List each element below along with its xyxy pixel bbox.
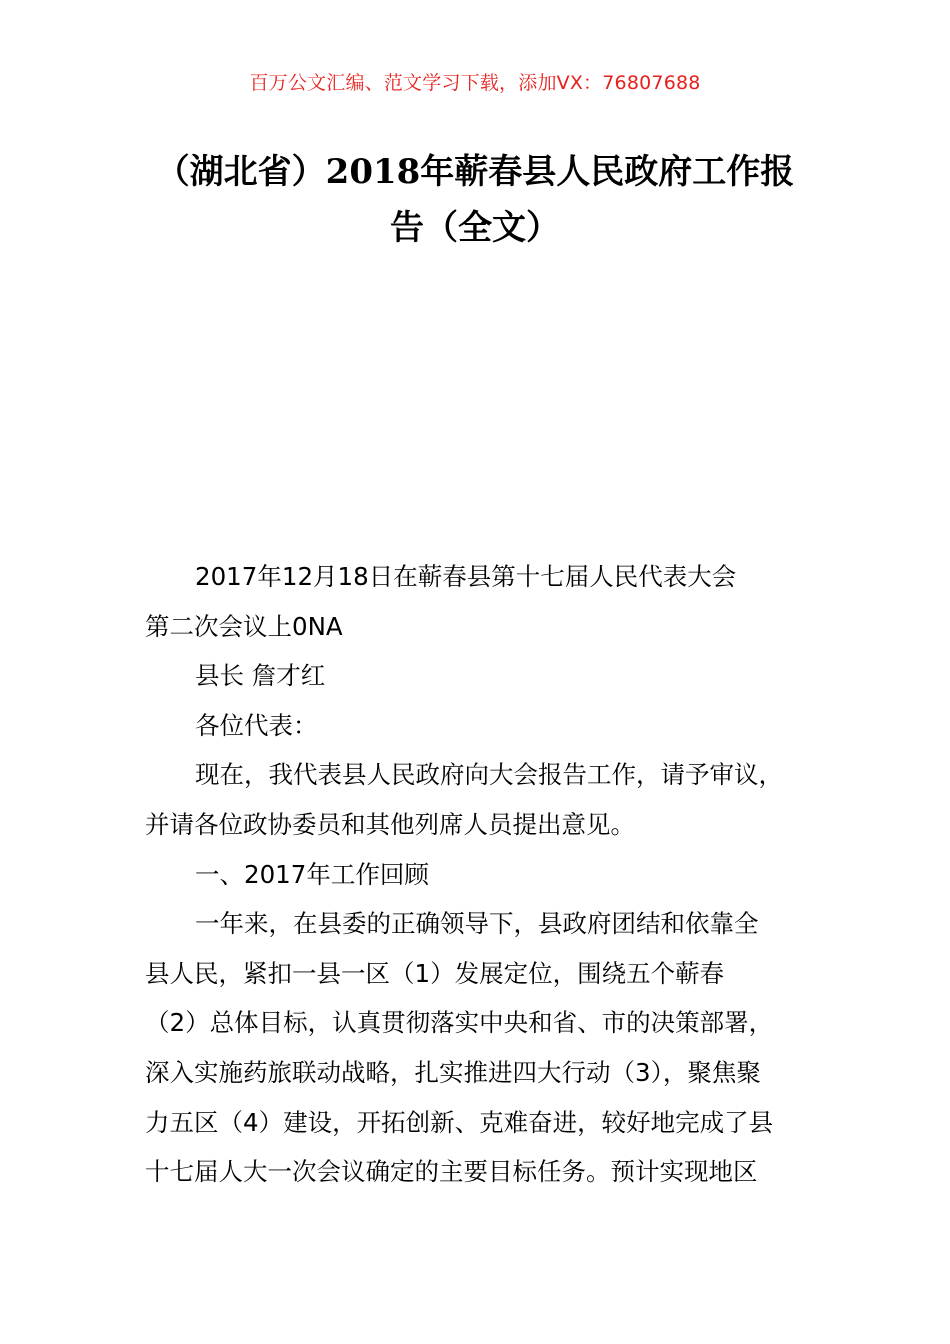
review-line-6: 十七届人大一次会议确定的主要目标任务。预计实现地区 — [145, 1157, 758, 1187]
review-line-3: （2）总体目标，认真贯彻落实中央和省、市的决策部署， — [145, 1008, 774, 1038]
intro-line-2: 并请各位政协委员和其他列席人员提出意见。 — [145, 809, 635, 839]
review-line-5: 力五区（4）建设，开拓创新、克难奋进，较好地完成了县 — [145, 1107, 774, 1137]
date-line-2: 第二次会议上0NA — [145, 611, 343, 641]
title-line-2: 告（全文） — [390, 208, 560, 248]
review-line-2: 县人民，紧扣一县一区（1）发展定位，围绕五个蕲春 — [145, 958, 725, 988]
title-line-1: （湖北省）2018年蕲春县人民政府工作报 — [155, 152, 795, 192]
review-line-4: 深入实施药旅联动战略，扎实推进四大行动（3），聚焦聚 — [145, 1057, 761, 1087]
speaker-line: 县长 詹才红 — [195, 661, 326, 691]
intro-line-1: 现在，我代表县人民政府向大会报告工作，请予审议， — [195, 760, 783, 790]
date-line-1: 2017年12月18日在蕲春县第十七届人民代表大会 — [195, 562, 737, 591]
document-title — [130, 144, 820, 256]
header-watermark-note: 百万公文汇编、范文学习下载，添加VX：76807688 — [249, 72, 701, 94]
review-line-1: 一年来，在县委的正确领导下，县政府团结和依靠全 — [195, 909, 759, 939]
greeting-line: 各位代表： — [195, 710, 318, 740]
section-heading: 一、2017年工作回顾 — [195, 859, 429, 889]
document-body — [145, 552, 825, 1197]
